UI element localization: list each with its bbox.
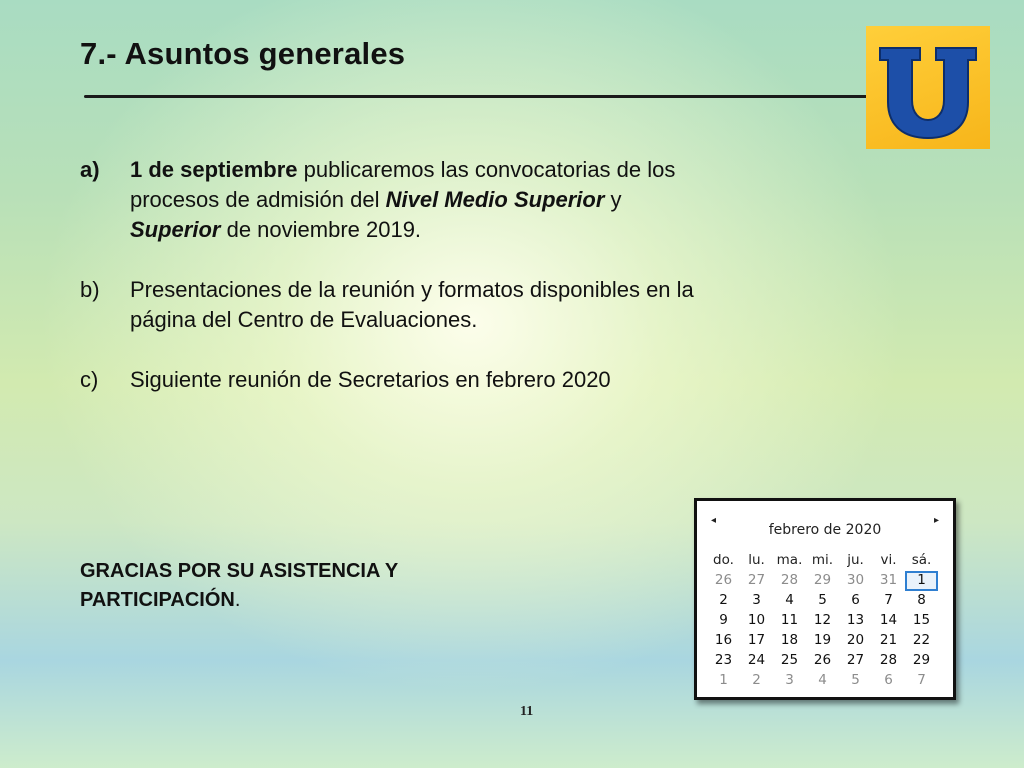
calendar-day[interactable]: 5 [818,592,827,608]
calendar-day-other-month[interactable]: 30 [846,572,865,588]
calendar-day-other-month[interactable]: 26 [714,572,733,588]
slide-title: 7.- Asuntos generales [80,36,406,71]
university-logo [866,26,990,149]
calendar-day[interactable]: 21 [879,632,898,648]
calendar-day[interactable]: 24 [747,652,766,668]
calendar-day-other-month[interactable]: 3 [785,672,794,688]
calendar-day-other-month[interactable]: 29 [813,572,832,588]
date-highlight: 1 de septiembre [130,157,298,182]
calendar-day-other-month[interactable]: 27 [747,572,766,588]
calendar-day-other-month[interactable]: 1 [719,672,728,688]
calendar-day-selected[interactable]: 1 [905,571,938,591]
weekday-header: ju. [847,552,864,568]
calendar-day[interactable]: 9 [719,612,728,628]
calendar-day[interactable]: 18 [780,632,799,648]
calendar-day[interactable]: 13 [846,612,865,628]
calendar-day[interactable]: 4 [785,592,794,608]
calendar-day[interactable]: 7 [884,592,893,608]
calendar-day[interactable]: 3 [752,592,761,608]
level-highlight: Superior [130,217,221,242]
calendar-day[interactable]: 10 [747,612,766,628]
calendar-month-label[interactable]: febrero de 2020 [768,522,882,538]
closing-period: . [234,589,241,611]
calendar-day-other-month[interactable]: 2 [752,672,761,688]
weekday-header: sá. [911,552,932,568]
level-highlight: Nivel Medio Superior [385,187,605,212]
item-marker: c) [80,367,99,392]
item-marker: a) [80,157,100,182]
calendar-day[interactable]: 12 [813,612,832,628]
calendar-day[interactable]: 14 [879,612,898,628]
page-number: 11 [520,704,534,719]
calendar-day-other-month[interactable]: 7 [917,672,926,688]
calendar-day[interactable]: 28 [879,652,898,668]
weekday-header: do. [713,552,734,568]
calendar-widget [694,498,956,700]
calendar-day-other-month[interactable]: 31 [879,572,898,588]
calendar-day-other-month[interactable]: 5 [851,672,860,688]
calendar-day[interactable]: 19 [813,632,832,648]
weekday-header: mi. [811,552,834,568]
calendar-day[interactable]: 20 [846,632,865,648]
title-underline [84,95,868,98]
calendar-grid [707,551,938,691]
item-text: Siguiente reunión de Secretarios en febrero 2020 [130,367,611,392]
calendar-header [697,501,953,541]
calendar-day[interactable]: 2 [719,592,728,608]
item-text [130,155,700,245]
calendar-day[interactable]: 6 [851,592,860,608]
calendar-day[interactable]: 8 [917,592,926,608]
agenda-item-c [80,365,700,395]
calendar-day[interactable]: 29 [912,652,931,668]
calendar-day[interactable]: 17 [747,632,766,648]
calendar-day[interactable]: 26 [813,652,832,668]
text-fragment: y [604,187,622,212]
calendar-day[interactable]: 16 [714,632,733,648]
calendar-day[interactable]: 23 [714,652,733,668]
calendar-day-other-month[interactable]: 4 [818,672,827,688]
calendar-day[interactable]: 11 [780,612,799,628]
text-fragment: de noviembre 2019. [220,217,422,242]
agenda-item-a [80,155,700,245]
item-marker: b) [80,277,100,302]
weekday-header: vi. [880,552,897,568]
text-fragment: publicaremos las convocatorias de los procesos de admisión del [130,157,676,212]
u-letter-icon [866,26,990,149]
previous-month-icon[interactable]: ◂ [711,515,717,526]
agenda-list [80,155,700,395]
calendar-day-other-month[interactable]: 6 [884,672,893,688]
calendar-day[interactable]: 27 [846,652,865,668]
next-month-icon[interactable]: ▸ [933,515,939,526]
calendar-day-other-month[interactable]: 28 [780,572,799,588]
weekday-header: ma. [776,552,803,568]
calendar-day[interactable]: 25 [780,652,799,668]
weekday-header: lu. [748,552,765,568]
calendar-day[interactable]: 22 [912,632,931,648]
closing-message [80,557,540,615]
closing-text: GRACIAS POR SU ASISTENCIA Y PARTICIPACIÓN [80,560,398,611]
calendar-day[interactable]: 15 [912,612,931,628]
item-text: Presentaciones de la reunión y formatos disponibles en la página del Centro de Evaluaciones. [130,277,694,332]
agenda-item-b [80,275,700,335]
